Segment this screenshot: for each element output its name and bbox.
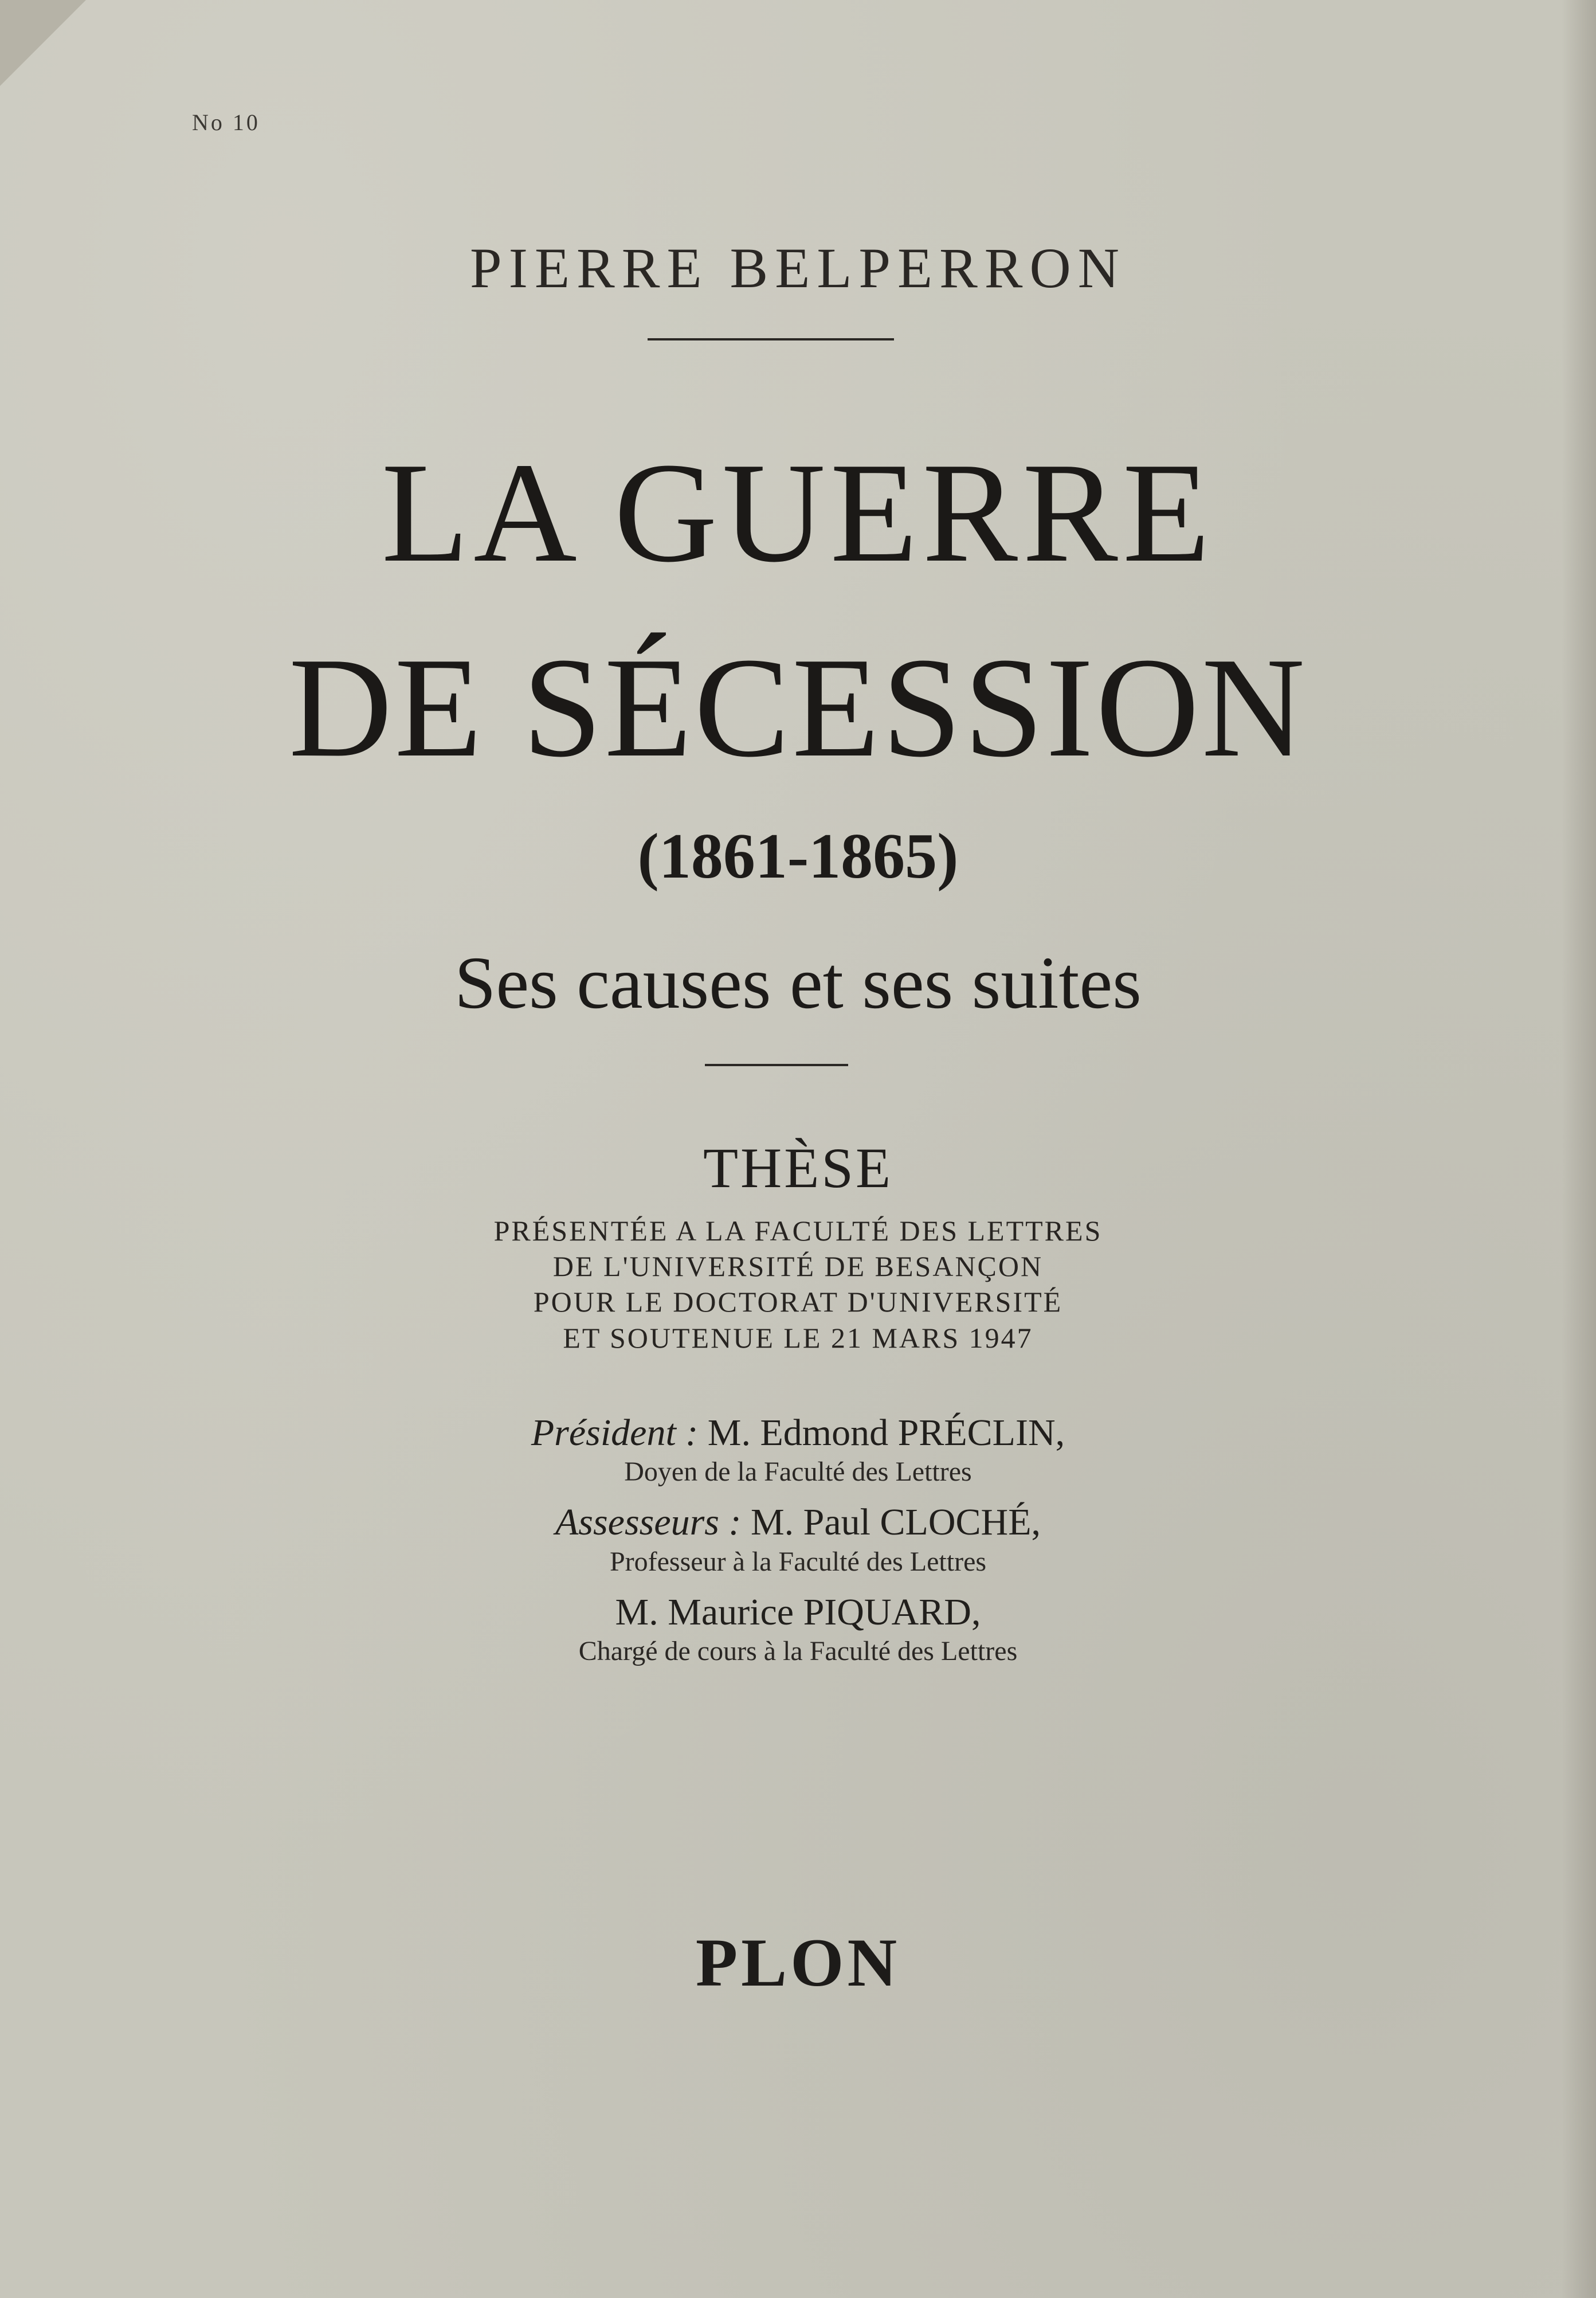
- assessors-label: Assesseurs :: [555, 1501, 742, 1543]
- jury-president: [0, 1411, 1596, 1455]
- divider-rule-middle: [705, 1064, 848, 1066]
- title-line-1: LA GUERRE: [381, 433, 1215, 592]
- president-name: M. Edmond PRÉCLIN,: [707, 1412, 1065, 1454]
- title-dates: (1861-1865): [637, 821, 959, 892]
- title-line-2: DE SÉCESSION: [288, 628, 1308, 787]
- thesis-line: DE L'UNIVERSITÉ DE BESANÇON: [552, 1250, 1044, 1282]
- thesis-line: PRÉSENTÉE A LA FACULTÉ DES LETTRES: [493, 1215, 1103, 1247]
- president-title: Doyen de la Faculté des Lettres: [624, 1457, 972, 1487]
- subtitle: Ses causes et ses suites: [454, 942, 1142, 1024]
- thesis-line: ET SOUTENUE LE 21 MARS 1947: [563, 1322, 1033, 1354]
- divider-rule-top: [648, 338, 894, 340]
- assessor-1-title: Professeur à la Faculté des Lettres: [609, 1547, 987, 1577]
- thesis-heading: THÈSE: [703, 1136, 893, 1200]
- series-number: No 10: [192, 109, 260, 135]
- assessor-1-name: M. Paul CLOCHÉ,: [750, 1501, 1041, 1543]
- jury-assessor-1: [0, 1501, 1596, 1544]
- publisher-name: PLON: [695, 1924, 901, 2001]
- assessor-2-name: M. Maurice PIQUARD,: [615, 1591, 981, 1633]
- president-label: Président :: [531, 1412, 699, 1454]
- assessor-2-title: Chargé de cours à la Faculté des Lettres: [578, 1636, 1018, 1666]
- thesis-line: POUR LE DOCTORAT D'UNIVERSITÉ: [533, 1286, 1063, 1318]
- folded-corner: [0, 0, 86, 86]
- author-name: PIERRE BELPERRON: [470, 236, 1126, 300]
